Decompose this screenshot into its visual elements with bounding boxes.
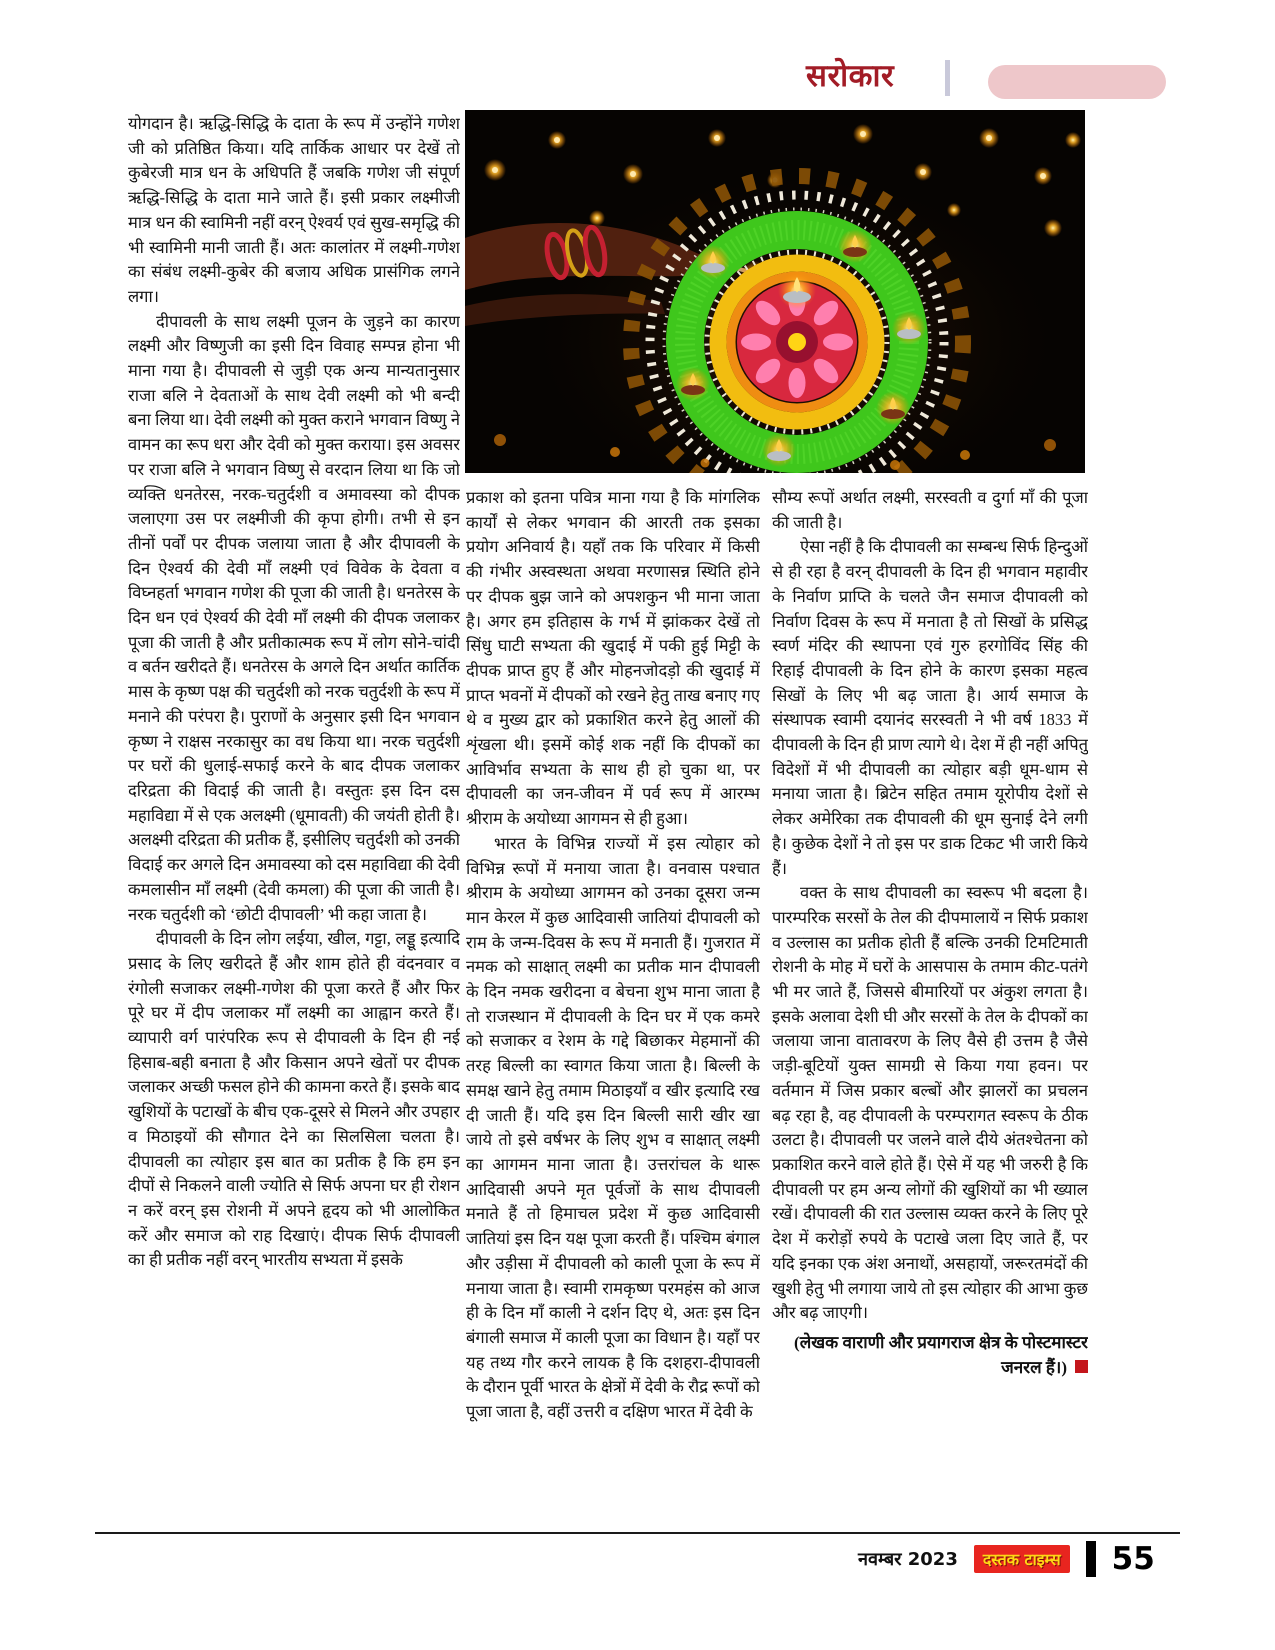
- paragraph: सौम्य रूपों अर्थात लक्ष्मी, सरस्वती व दुर्गा माँ की पूजा की जाती है।: [772, 488, 1088, 532]
- section-title: सरोकार: [806, 58, 895, 94]
- author-credit: [772, 1330, 1088, 1380]
- page-number: 55: [1111, 1541, 1155, 1577]
- rangoli-photo-graphic: [465, 110, 1085, 473]
- paragraph: ऐसा नहीं है कि दीपावली का सम्बन्ध सिर्फ हिन्दुओं से ही रहा है वरन् दीपावली के दिन ही भगवान महावीर के निर्वाण प्राप्ति के चलते जैन समाज दीपावली को निर्वाण दिवस के रूप में मनाता है तो सिखों के प्रसिद्ध स्वर्ण मंदिर की स्थापना एवं गुरु हरगोविंद सिंह की रिहाई दीपावली के दिन होने के कारण इसका महत्व सिखों के लिए भी बढ़ जाता है। आर्य समाज के संस्थापक स्वामी दयानंद सरस्वती ने भी वर्ष 1833 में दीपावली के दिन ही प्राण त्यागे थे। देश में ही नहीं अपितु विदेशों में भी दीपावली का त्योहार बड़ी धूम-धाम से मनाया जाता है। ब्रिटेन सहित तमाम यूरोपीय देशों से लेकर अमेरिका तक दीपावली की धूम सुनाई देने लगी है। कुछेक देशों ने तो इस पर डाक टिकट भी जारी किये हैं।: [772, 537, 1088, 878]
- paragraph: दीपावली के साथ लक्ष्मी पूजन के जुड़ने का कारण लक्ष्मी और विष्णुजी का इसी दिन विवाह सम्पन्न होना भी माना गया है। दीपावली से जुड़ी एक अन्य मान्यतानुसार राजा बलि ने देवताओं के साथ देवी लक्ष्मी को भी बन्दी बना लिया था। देवी लक्ष्मी को मुक्त कराने भगवान विष्णु ने वामन का रूप धरा और देवी को मुक्त कराया। इस अवसर पर राजा बलि ने भगवान विष्णु से वरदान लिया था कि जो व्यक्ति धनतेरस, नरक-चतुर्दशी व अमावस्या को दीपक जलाएगा उस पर लक्ष्मीजी की कृपा होगी। तभी से इन तीनों पर्वों पर दीपक जलाया जाता है और दीपावली के दिन ऐश्वर्य की देवी माँ लक्ष्मी एवं विवेक के देवता व विघ्नहर्ता भगवान गणेश की पूजा की जाती है। धनतेरस के दिन धन एवं ऐश्वर्य की देवी माँ लक्ष्मी की दीपक जलाकर पूजा की जाती है और प्रतीकात्मक रूप में लोग सोने-चांदी व बर्तन खरीदते हैं। धनतेरस के अगले दिन अर्थात कार्तिक मास के कृष्ण पक्ष की चतुर्दशी को नरक चतुर्दशी के रूप में मनाने की परंपरा है। पुराणों के अनुसार इसी दिन भगवान कृष्ण ने राक्षस नरकासुर का वध किया था। नरक चतुर्दशी पर घरों की धुलाई-सफाई करने के बाद दीपक जलाकर दरिद्रता की विदाई की जाती है। वस्तुतः इस दिन दस महाविद्या में से एक अलक्ष्मी (धूमावती) की जयंती होती है। अलक्ष्मी दरिद्रता की प्रतीक हैं, इसीलिए चतुर्दशी को उनकी विदाई कर अगले दिन अमावस्या को दस महाविद्या की देवी कमलासीन माँ लक्ष्मी (देवी कमला) की पूजा की जाती है। नरक चतुर्दशी को ‘छोटी दीपावली’ भी कहा जाता है।: [128, 311, 460, 924]
- paragraph: भारत के विभिन्न राज्यों में इस त्योहार को विभिन्न रूपों में मनाया जाता है। वनवास पश्चात श्रीराम के अयोध्या आगमन को उनका दूसरा जन्म मान केरल में कुछ आदिवासी जातियां दीपावली को राम के जन्म-दिवस के रूप में मनाती हैं। गुजरात में नमक को साक्षात् लक्ष्मी का प्रतीक मान दीपावली के दिन नमक खरीदना व बेचना शुभ माना जाता है तो राजस्थान में दीपावली के दिन घर में एक कमरे को सजाकर व रेशम के गद्दे बिछाकर मेहमानों की तरह बिल्ली का स्वागत किया जाता है। बिल्ली के समक्ष खाने हेतु तमाम मिठाइयाँ व खीर इत्यादि रख दी जाती हैं। यदि इस दिन बिल्ली सारी खीर खा जाये तो इसे वर्षभर के लिए शुभ व साक्षात् लक्ष्मी का आगमन माना जाता है। उत्तरांचल के थारू आदिवासी अपने मृत पूर्वजों के साथ दीपावली मनाते हैं तो हिमाचल प्रदेश में कुछ आदिवासी जातियां इस दिन यक्ष पूजा करती हैं। पश्चिम बंगाल और उड़ीसा में दीपावली को काली पूजा के रूप में मनाया जाता है। स्वामी रामकृष्ण परमहंस को आज ही के दिन माँ काली ने दर्शन दिए थे, अतः इस दिन बंगाली समाज में काली पूजा का विधान है। यहाँ पर यह तथ्य गौर करने लायक है कि दशहरा-दीपावली के दौरान पूर्वी भारत के क्षेत्रों में देवी के रौद्र रूपों को पूजा जाता है, वहीं उत्तरी व दक्षिण भारत में देवी के: [466, 833, 760, 1422]
- paragraph: प्रकाश को इतना पवित्र माना गया है कि मांगलिक कार्यों से लेकर भगवान की आरती तक इसका प्रयोग अनिवार्य है। यहाँ तक कि परिवार में किसी की गंभीर अस्वस्थता अथवा मरणासन्न स्थिति होने पर दीपक बुझ जाने को अपशकुन भी माना जाता है। अगर हम इतिहास के गर्भ में झांककर देखें तो सिंधु घाटी सभ्यता की खुदाई में पकी हुई मिट्टी के दीपक प्राप्त हुए हैं और मोहनजोदड़ो की खुदाई में प्राप्त भवनों में दीपकों को रखने हेतु ताख बनाए गए थे व मुख्य द्वार को प्रकाशित करने हेतु आलों की शृंखला थी। इसमें कोई शक नहीं कि दीपकों का आविर्भाव सभ्यता के साथ ही हो चुका था, पर दीपावली का जन-जीवन में पर्व रूप में आरम्भ श्रीराम के अयोध्या आगमन से ही हुआ।: [466, 488, 760, 829]
- issue-date: नवम्बर 2023: [858, 1549, 958, 1570]
- end-of-article-square-icon: [1075, 1360, 1088, 1373]
- page-footer: [858, 1541, 1155, 1577]
- article-column-3: [772, 486, 1088, 1530]
- header-pill: [988, 65, 1166, 99]
- magazine-logo: दस्तक टाइम्स: [974, 1545, 1070, 1573]
- footer-rule: [95, 1532, 1180, 1534]
- article-column-2: [466, 486, 760, 1488]
- page-number-bar: [1086, 1541, 1096, 1577]
- header-separator: [945, 60, 950, 96]
- author-credit-text: (लेखक वाराणी और प्रयागराज क्षेत्र के पोस्टमास्टर जनरल हैं।): [794, 1332, 1088, 1377]
- paragraph: दीपावली के दिन लोग लईया, खील, गट्टा, लड्डू इत्यादि प्रसाद के लिए खरीदते हैं और शाम होते ही वंदनवार व रंगोली सजाकर लक्ष्मी-गणेश की पूजा करते हैं और फिर पूरे घर में दीप जलाकर माँ लक्ष्मी का आह्वान करते हैं। व्यापारी वर्ग पारंपरिक रूप से दीपावली के दिन ही नई हिसाब-बही बनाता है और किसान अपने खेतों पर दीपक जलाकर अच्छी फसल होने की कामना करते हैं। इसके बाद खुशियों के पटाखों के बीच एक-दूसरे से मिलने और उपहार व मिठाइयों की सौगात देने का सिलसिला चलता है। दीपावली का त्योहार इस बात का प्रतीक है कि हम इन दीपों से निकलने वाली ज्योति से सिर्फ अपना घर ही रोशन न करें वरन् इस रोशनी में अपने हृदय को भी आलोकित करें और समाज को राह दिखाएं। दीपक सिर्फ दीपावली का ही प्रतीक नहीं वरन् भारतीय सभ्यता में इसके: [128, 929, 460, 1270]
- paragraph: वक्त के साथ दीपावली का स्वरूप भी बदला है। पारम्परिक सरसों के तेल की दीपमालायें न सिर्फ प्रकाश व उल्लास का प्रतीक होती हैं बल्कि उनकी टिमटिमाती रोशनी के मोह में घरों के आसपास के तमाम कीट-पतंगे भी मर जाते हैं, जिससे बीमारियों पर अंकुश लगता है। इसके अलावा देशी घी और सरसों के तेल के दीपकों का जलाया जाना वातावरण के लिए वैसे ही उत्तम है जैसे जड़ी-बूटियों युक्त सामग्री से किया गया हवन। पर वर्तमान में जिस प्रकार बल्बों और झालरों का प्रचलन बढ़ रहा है, वह दीपावली के परम्परागत स्वरूप के ठीक उलटा है। दीपावली पर जलने वाले दीये अंतश्चेतना को प्रकाशित करने वाले होते हैं। ऐसे में यह भी जरुरी है कि दीपावली पर हम अन्य लोगों की खुशियों का भी ख्याल रखें। दीपावली की रात उल्लास व्यक्त करने के लिए पूरे देश में करोड़ों रुपये के पटाखे जला दिए जाते हैं, पर यदि इनका एक अंश अनाथों, असहायों, जरूरतमंदों की खुशी हेतु भी लगाया जाये तो इस त्योहार की आभा कुछ और बढ़ जाएगी।: [772, 883, 1088, 1323]
- paragraph: योगदान है। ऋद्धि-सिद्धि के दाता के रूप में उन्होंने गणेश जी को प्रतिष्ठित किया। यदि तार्किक आधार पर देखें तो कुबेरजी मात्र धन के अधिपति हैं जबकि गणेश जी संपूर्ण ऋद्धि-सिद्धि के दाता माने जाते हैं। इसी प्रकार लक्ष्मीजी मात्र धन की स्वामिनी नहीं वरन् ऐश्वर्य एवं सुख-समृद्धि की भी स्वामिनी मानी जाती हैं। अतः कालांतर में लक्ष्मी-गणेश का संबंध लक्ष्मी-कुबेर की बजाय अधिक प्रासंगिक लगने लगा।: [128, 114, 460, 306]
- article-column-1: [128, 112, 460, 1464]
- diwali-rangoli-photo: [465, 110, 1085, 473]
